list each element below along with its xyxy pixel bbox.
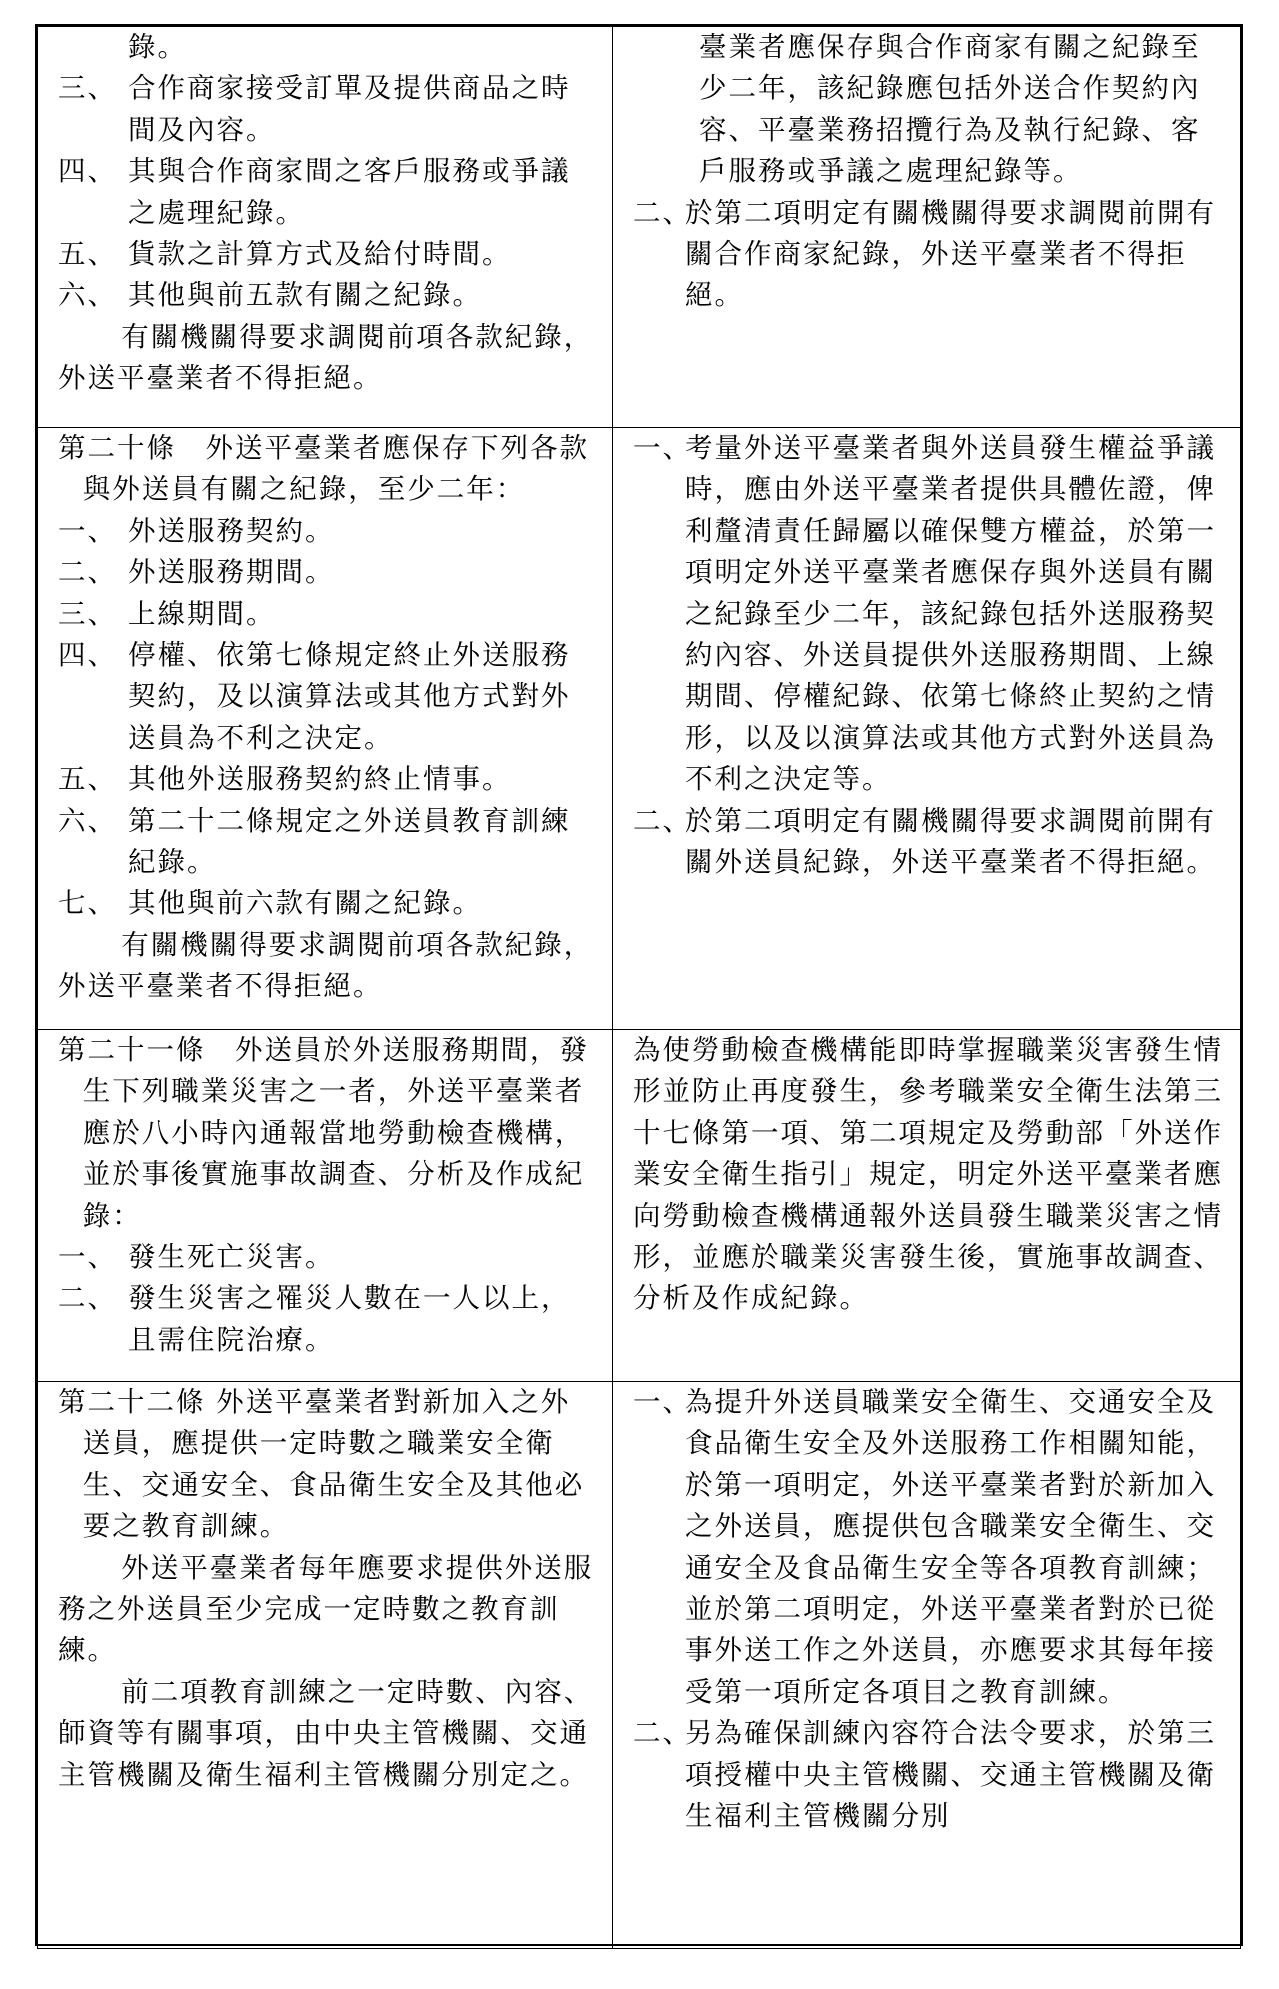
explanation-continued: 臺業者應保存與合作商家有關之紀錄至少二年，該紀錄應包括外送合作契約內容、平臺業務招攬行為及執行紀錄、客戶服務或爭議之處理紀錄等。 <box>699 31 1201 188</box>
list-item: 一、 考量外送平臺業者與外送員發生權益爭議時，應由外送平臺業者提供具體佐證，俾利釐清責任歸屬以確保雙方權益，於第一項明定外送平臺業者應保存與外送員有關之紀錄至少二年，該紀錄包括外送服務契約內容、外送員提供外送服務期間、上線期間、停權紀錄、依第七條終止契約之情形，以及以演算法或其他方式對外送員為不利之決定等。 <box>633 432 1216 796</box>
list-item: 四、 停權、依第七條規定終止外送服務契約，及以演算法或其他方式對外送員為不利之決定。 <box>58 639 571 754</box>
provision-lead: 錄。 <box>128 31 187 63</box>
provision-paragraph: 前二項教育訓練之一定時數、內容、師資等有關事項，由中央主管機關、交通主管機關及衛生福利主管機關分別定之。 <box>58 1675 594 1791</box>
list-item: 四、 其與合作商家間之客戶服務或爭議之處理紀錄。 <box>58 155 571 229</box>
provision-cell <box>38 1030 613 1382</box>
article-heading: 第二十條 外送平臺業者應保存下列各款與外送員有關之紀錄，至少二年： <box>58 432 589 506</box>
list-item: 二、 另為確保訓練內容符合法令要求，於第三項授權中央主管機關、交通主管機關及衛生福利主管機關分別 <box>633 1717 1216 1833</box>
article-heading: 第二十一條 外送員於外送服務期間，發生下列職業災害之一者，外送平臺業者應於八小時內通報當地勞動檢查機構，並於事後實施事故調查、分析及作成紀錄： <box>58 1034 589 1232</box>
list-item: 三、 合作商家接受訂單及提供商品之時間及內容。 <box>58 72 571 146</box>
table-row <box>38 1382 1241 1949</box>
article-heading: 第二十二條 外送平臺業者對新加入之外送員，應提供一定時數之職業安全衛生、交通安全、食品衛生安全及其他必要之教育訓練。 <box>58 1386 585 1543</box>
provision-paragraph: 有關機關得要求調閱前項各款紀錄，外送平臺業者不得拒絕。 <box>58 928 594 1003</box>
explanation-cell <box>613 1030 1241 1382</box>
list-item: 七、 其他與前六款有關之紀錄。 <box>58 887 482 920</box>
list-item: 二、 發生災害之罹災人數在一人以上，且需住院治療。 <box>58 1282 571 1356</box>
list-item: 五、 貨款之計算方式及給付時間。 <box>58 238 512 271</box>
provision-cell <box>38 1382 613 1949</box>
list-item: 二、 外送服務期間。 <box>58 556 335 589</box>
list-item: 二、 於第二項明定有關機關得要求調閱前開有關外送員紀錄，外送平臺業者不得拒絕。 <box>633 804 1216 879</box>
provision-cell <box>38 27 613 428</box>
explanation-cell <box>613 1382 1241 1949</box>
provision-paragraph: 外送平臺業者每年應要求提供外送服務之外送員至少完成一定時數之教育訓練。 <box>58 1551 594 1667</box>
table-row <box>38 1030 1241 1382</box>
list-item: 一、 外送服務契約。 <box>58 514 335 547</box>
list-item: 二、 於第二項明定有關機關得要求調閱前開有關合作商家紀錄，外送平臺業者不得拒絕。 <box>633 196 1216 312</box>
explanation-text: 為使勞動檢查機構能即時掌握職業災害發生情形並防止再度發生，參考職業安全衛生法第三十七條第一項、第二項規定及勞動部「外送作業安全衛生指引」規定，明定外送平臺業者應向勞動檢查機構通報外送員發生職業災害之情形，並應於職業災害發生後，實施事故調查、分析及作成紀錄。 <box>633 1034 1223 1315</box>
table-row <box>38 27 1241 428</box>
list-item: 三、 上線期間。 <box>58 597 276 630</box>
comparison-table <box>37 26 1241 1949</box>
explanation-cell <box>613 428 1241 1030</box>
provision-cell <box>38 428 613 1030</box>
explanation-cell <box>613 27 1241 428</box>
list-item: 一、 發生死亡災害。 <box>58 1241 335 1274</box>
list-item: 五、 其他外送服務契約終止情事。 <box>58 763 512 796</box>
list-item: 六、 第二十二條規定之外送員教育訓練紀錄。 <box>58 804 571 879</box>
provision-paragraph: 有關機關得要求調閱前項各款紀錄，外送平臺業者不得拒絕。 <box>58 320 594 395</box>
table-row <box>38 428 1241 1030</box>
list-item: 一、 為提升外送員職業安全衛生、交通安全及食品衛生安全及外送服務工作相關知能，於第一項明定，外送平臺業者對於新加入之外送員，應提供包含職業安全衛生、交通安全及食品衛生安全等各項教育訓練；並於第二項明定，外送平臺業者對於已從事外送工作之外送員，亦應要求其每年接受第一項所定各項目之教育訓練。 <box>633 1386 1216 1708</box>
comparison-table-page <box>35 24 1243 1946</box>
list-item: 六、 其他與前五款有關之紀錄。 <box>58 279 482 312</box>
